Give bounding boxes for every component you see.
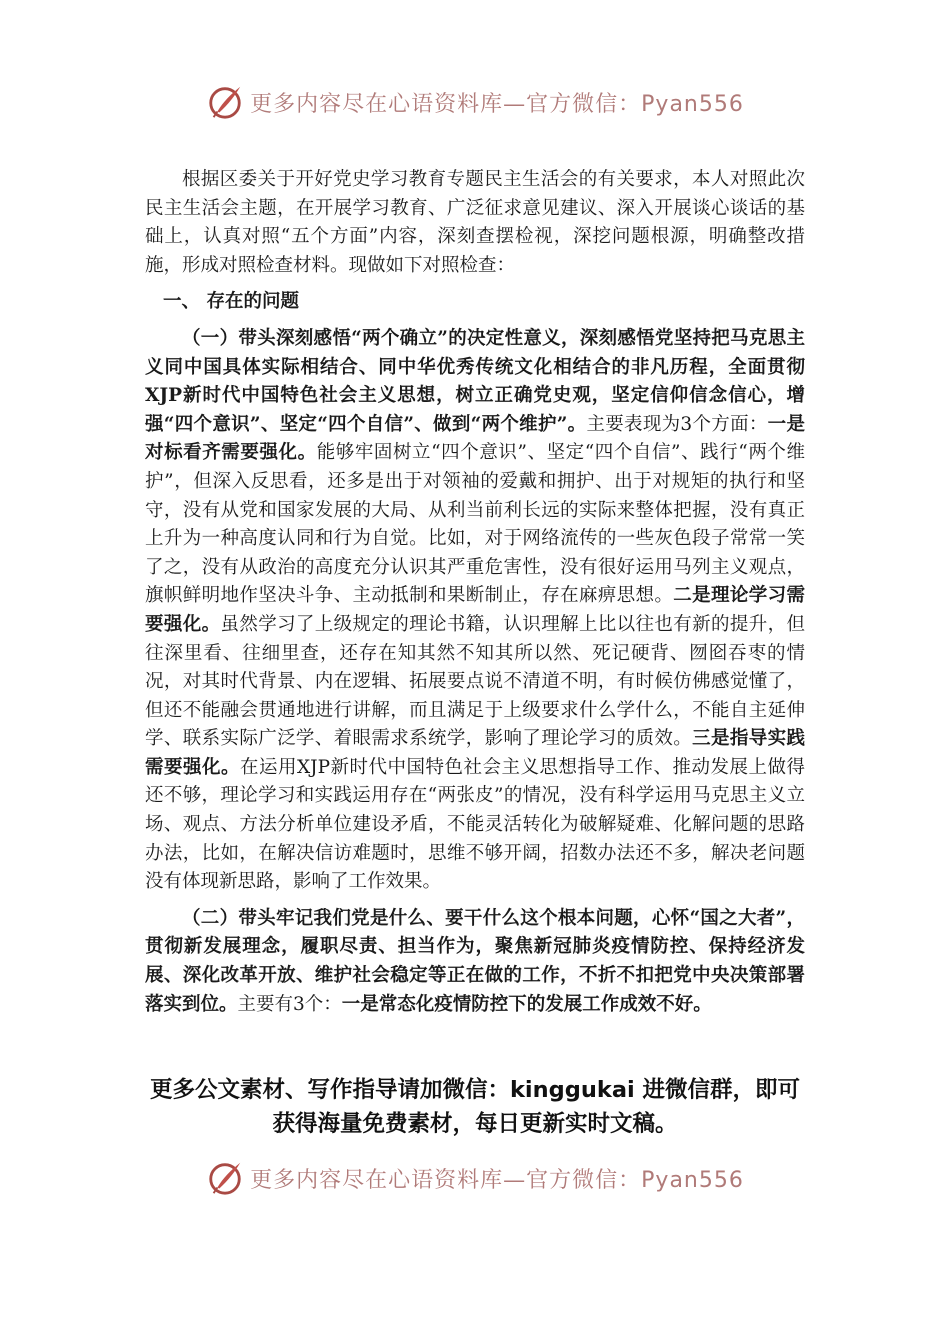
sub-section-1 <box>145 325 805 897</box>
section-heading: 一、 存在的问题 <box>163 291 299 313</box>
promo-line-2: 获得海量免费素材，每日更新实时文稿。 <box>272 1111 678 1137</box>
promo-banner <box>120 1073 830 1141</box>
point-1-body: 能够牢固树立“四个意识”、坚定“四个自信”、践行“两个维护”，但深入反思看，还多是出于对领袖的爱戴和拥护、出于对规矩的执行和坚守，没有从党和国家发展的大局、从利当前利长远的实际来整体把握，没有真正上升为一种高度认同和行为自觉。比如，对于网络流传的一些灰色段子常常一笑了之，没有从政治的高度充分认识其严重危害性，没有很好运用马列主义观点，旗帜鲜明地作坚决斗争、主动抵制和果断制止，存在麻痹思想。 <box>145 442 805 607</box>
sub-section-2 <box>145 905 805 1019</box>
document-body <box>145 166 805 1019</box>
sub-section-1-title: （一）带头深刻感悟“两个确立”的决定性意义，深刻感悟党坚持把马克思主义同中国具体实际相结合、同中华优秀传统文化相结合的非凡历程，全面贯彻XJP新时代中国特色社会主义思想，树立正确党史观，坚定信仰信念信心，增强“四个意识”、坚定“四个自信”、做到“两个维护”。 <box>145 327 805 435</box>
promo-line-1: 更多公文素材、写作指导请加微信：kinggukai 进微信群，即可 <box>149 1077 801 1103</box>
point-2-title: 二是理论学习需要强化。 <box>145 585 805 635</box>
point-3-body: 在运用XJP新时代中国特色社会主义思想指导工作、推动发展上做得还不够，理论学习和实践运用存在“两张皮”的情况，没有科学运用马克思主义立场、观点、方法分析单位建设矛盾，不能灵活转化为破解疑难、化解问题的思路办法，比如，在解决信访难题时，思维不够开阔，招数办法还不多，解决老问题没有体现新思路，影响了工作效果。 <box>145 756 805 893</box>
point-3-title: 三是指导实践需要强化。 <box>145 728 805 778</box>
quill-logo-icon <box>206 83 244 121</box>
watermark-footer <box>0 1154 950 1202</box>
point-2-body: 虽然学习了上级规定的理论书籍，认识理解上比以往也有新的提升，但往深里看、往细里查，还存在知其然不知其所以然、死记硬背、囫囵吞枣的情况，对其时代背景、内在逻辑、拓展要点说不清道不明，有时候仿佛感觉懂了，但还不能融会贯通地进行讲解，而且满足于上级要求什么学什么，不能自主延伸学、联系实际广泛学、着眼需求系统学，影响了理论学习的质效。 <box>145 613 805 750</box>
intro-paragraph: 根据区委关于开好党史学习教育专题民主生活会的有关要求，本人对照此次民主生活会主题，在开展学习教育、广泛征求意见建议、深入开展谈心谈话的基础上，认真对照“五个方面”内容，深刻查摆检视，深挖问题根源，明确整改措施，形成对照检查材料。现做如下对照检查： <box>145 169 805 276</box>
sub-section-2-title: （二）带头牢记我们党是什么、要干什么这个根本问题，心怀“国之大者”，贯彻新发展理念，履职尽责、担当作为，聚焦新冠肺炎疫情防控、保持经济发展、深化改革开放、维护社会稳定等正在做的工作，不折不扣把党中央决策部署落实到位。 <box>145 907 805 1015</box>
sub-2-point-1-title: 一是常态化疫情防控下的发展工作成效不好。 <box>341 993 712 1015</box>
point-1-title: 一是对标看齐需要强化。 <box>145 413 805 464</box>
quill-logo-icon <box>206 1159 244 1197</box>
watermark-header <box>0 78 950 126</box>
watermark-text: 更多内容尽在心语资料库—官方微信：Pyan556 <box>250 1167 744 1193</box>
sub-section-2-lead: 主要有3个： <box>237 993 342 1015</box>
watermark-text: 更多内容尽在心语资料库—官方微信：Pyan556 <box>250 91 744 117</box>
sub-section-1-lead: 主要表现为3个方面： <box>586 413 768 435</box>
